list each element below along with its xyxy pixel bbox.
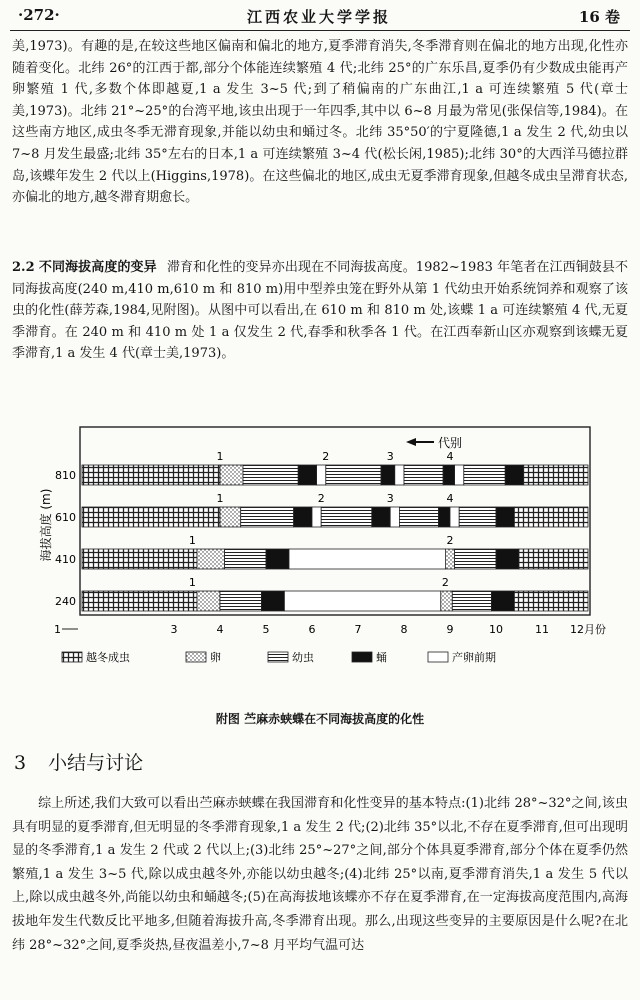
- segment-adult: [524, 465, 588, 485]
- paragraph-body: 滞育和化性的变异亦出现在不同海拔高度。1982~1983 年笔者在江西铜鼓县不同海拔高度(240 m,410 m,610 m 和 810 m)用中型养虫笼在野外从第 1 代幼虫开始系统饲养和观察了该虫的化性(薛芳森,1984,见附图)。从图中可以看出,在 610 m 和 810 m 处,该蝶 1 a 可连续繁殖 4 代,无夏季滞育。在 240 m 和 410 m 处 1 a 仅发生 2 代,春季和秋季各 1 代。在江西奉新山区亦观察到该蝶无夏季滞育,1 a 发生 4 代(章士美,1973)。: [12, 260, 628, 362]
- segment-adult: [519, 549, 588, 569]
- segment-adult: [82, 591, 197, 611]
- x-tick-label: 3: [170, 623, 178, 636]
- section-heading-title: 小结与讨论: [48, 752, 144, 774]
- paragraph-body: 综上所述,我们大致可以看出苎麻赤蛱蝶在我国滞育和化性变异的基本特点:(1)北纬 28°~32°之间,该虫具有明显的夏季滞育,但无明显的冬季滞育现象,1 a 发生 2 代;(2)北纬 35°以北,不存在夏季滞育,但可出现明显的冬季滞育,1 a 发生 2 代或 2 代以上;(3)北纬 25°~27°之间,部分个体具夏季滞育,部分个体在夏季仍然繁殖,1 a 发生 3~5 代,除以成虫越冬外,亦能以幼虫越冬;(4)北纬 25°以南,夏季滞育消失,1 a 发生 5 代以上,除以成虫越冬外,尚能以幼虫和蛹越冬;(5)在高海拔地该蝶亦不存在夏季滞育,在一定海拔高度范围内,高海拔地年发生代数反比平地多,但随着海拔升高,冬季滞育出现。那么,出现这些变异的主要原因是什么呢?在北纬 28°~32°之间,夏季炎热,昼夜温差小,7~8 月平均气温可达: [12, 796, 628, 953]
- segment-larva: [243, 465, 298, 485]
- segment-pupa: [491, 591, 514, 611]
- x-axis: [54, 623, 606, 636]
- segment-adult: [82, 465, 220, 485]
- paragraph-altitude-variation: [12, 257, 628, 365]
- section-title: 不同海拔高度的变异: [38, 260, 157, 275]
- voltinism-figure: [36, 425, 626, 685]
- y-tick-label: 810: [55, 469, 76, 482]
- x-tick-label: 1: [54, 623, 61, 636]
- x-tick-label: 11: [535, 623, 549, 636]
- generation-marker: 1: [216, 450, 224, 463]
- figure-caption: 附图 苎麻赤蛱蝶在不同海拔高度的化性: [215, 712, 425, 726]
- segment-pupa: [505, 465, 523, 485]
- page-header: [10, 6, 628, 30]
- y-tick-label: 610: [55, 511, 76, 524]
- segment-larva: [220, 591, 261, 611]
- generation-marker: 2: [317, 492, 325, 505]
- segment-egg: [220, 507, 241, 527]
- segment-egg: [441, 591, 453, 611]
- generation-label: 代别: [438, 436, 463, 450]
- journal-title: 江西农业大学学报: [246, 8, 391, 26]
- x-tick-label: 8: [400, 623, 408, 636]
- segment-pupa: [261, 591, 284, 611]
- segment-adult: [82, 549, 197, 569]
- segment-pupa: [496, 549, 519, 569]
- generation-marker: 1: [188, 534, 196, 547]
- segment-pupa: [266, 549, 289, 569]
- paragraph-summary: [12, 792, 628, 957]
- legend-label-pupa: 蛹: [376, 651, 387, 664]
- segment-pupa: [372, 507, 390, 527]
- segment-larva: [399, 507, 438, 527]
- volume-label: 16 卷: [578, 8, 620, 26]
- legend-label-preoviposition: 产卵前期: [452, 651, 496, 664]
- altitude-row-410: [55, 534, 588, 569]
- header-rule: [10, 30, 630, 31]
- x-tick-label: 10: [489, 623, 503, 636]
- generation-marker: 4: [446, 492, 454, 505]
- segment-larva: [464, 465, 505, 485]
- segment-egg: [220, 465, 243, 485]
- x-tick-label: 4: [216, 623, 224, 636]
- segment-pupa: [294, 507, 312, 527]
- segment-larva: [452, 591, 491, 611]
- page-number: ·272·: [18, 6, 60, 24]
- legend-swatch-adult: [62, 652, 82, 662]
- segment-pupa: [381, 465, 395, 485]
- generation-marker: 2: [446, 534, 454, 547]
- legend-label-egg: 卵: [210, 651, 221, 664]
- segment-larva: [455, 549, 496, 569]
- generation-marker: 4: [446, 450, 454, 463]
- segment-larva: [321, 507, 372, 527]
- segment-larva: [225, 549, 266, 569]
- segment-larva: [326, 465, 381, 485]
- segment-larva: [241, 507, 294, 527]
- segment-preoviposition: [289, 549, 445, 569]
- segment-preoviposition: [284, 591, 440, 611]
- segment-pupa: [298, 465, 316, 485]
- section-number: 2.2: [12, 260, 35, 275]
- segment-preoviposition: [395, 465, 404, 485]
- legend-label-larva: 幼虫: [292, 651, 314, 664]
- segment-preoviposition: [317, 465, 326, 485]
- segment-pupa: [439, 507, 451, 527]
- segment-pupa: [496, 507, 514, 527]
- x-tick-label: 12月份: [570, 623, 606, 636]
- segment-egg: [197, 549, 225, 569]
- x-tick-label: 9: [446, 623, 454, 636]
- section-heading-number: 3: [14, 752, 27, 774]
- y-tick-label: 410: [55, 553, 76, 566]
- segment-adult: [514, 507, 588, 527]
- generation-legend: [406, 435, 462, 450]
- segment-larva: [404, 465, 443, 485]
- altitude-row-240: [55, 576, 588, 611]
- generation-marker: 3: [386, 450, 394, 463]
- segment-preoviposition: [312, 507, 321, 527]
- x-tick-label: 5: [262, 623, 270, 636]
- stage-legend: [62, 650, 496, 664]
- segment-larva: [459, 507, 496, 527]
- legend-swatch-egg: [186, 652, 206, 662]
- y-axis-label: 海拔高度 (m): [39, 488, 53, 562]
- generation-marker: 3: [386, 492, 394, 505]
- segment-preoviposition: [450, 507, 459, 527]
- legend-swatch-larva: [268, 652, 288, 662]
- segment-preoviposition: [390, 507, 399, 527]
- y-tick-label: 240: [55, 595, 76, 608]
- legend-label-adult: 越冬成虫: [86, 651, 130, 664]
- legend-swatch-pupa: [352, 652, 372, 662]
- arrow-left-icon: [406, 438, 434, 446]
- generation-marker: 1: [188, 576, 196, 589]
- generation-marker: 2: [441, 576, 449, 589]
- segment-adult: [82, 507, 220, 527]
- paragraph-latitude-variation: 美,1973)。有趣的是,在较这些地区偏南和偏北的地方,夏季滞育消失,冬季滞育则在偏北的地方出现,化性亦随着变化。北纬 26°的江西于都,部分个体能连续繁殖 4 代;北纬 25°的广东乐昌,夏季仍有少数成虫能再产卵繁殖 1 代,多数个体即越夏,1 a 发生 3~5 代;到了稍偏南的广东曲江,1 a 可连续繁殖 5 代(章士美,1973)。北纬 21°~25°的台湾平地,该虫出现于一年四季,其中以 6~8 月最为常见(张保信等,1984)。在这些南方地区,成虫冬季无滞育现象,并能以幼虫和蛹过冬。北纬 35°50′的宁夏隆德,1 a 发生 2 代,幼虫以 7~8 月发生最盛;北纬 35°左右的日本,1 a 可连续繁殖 3~4 代(松长闲,1985);北纬 30°的大西洋马德拉群岛,该蝶年发生 2 代以上(Higgins,1978)。在这些偏北的地区,成虫无夏季滞育现象,但越冬成虫呈滞育状态,亦偏北的地方,越冬滞育期愈长。: [12, 39, 628, 206]
- segment-egg: [445, 549, 454, 569]
- segment-egg: [197, 591, 220, 611]
- x-tick-label: 7: [354, 623, 362, 636]
- segment-pupa: [443, 465, 455, 485]
- altitude-row-810: [55, 450, 588, 485]
- segment-adult: [514, 591, 588, 611]
- generation-marker: 1: [216, 492, 224, 505]
- generation-marker: 2: [322, 450, 330, 463]
- altitude-row-610: [55, 492, 588, 527]
- x-tick-label: 6: [308, 623, 316, 636]
- section-heading: [14, 748, 143, 775]
- segment-preoviposition: [455, 465, 464, 485]
- legend-swatch-preoviposition: [428, 652, 448, 662]
